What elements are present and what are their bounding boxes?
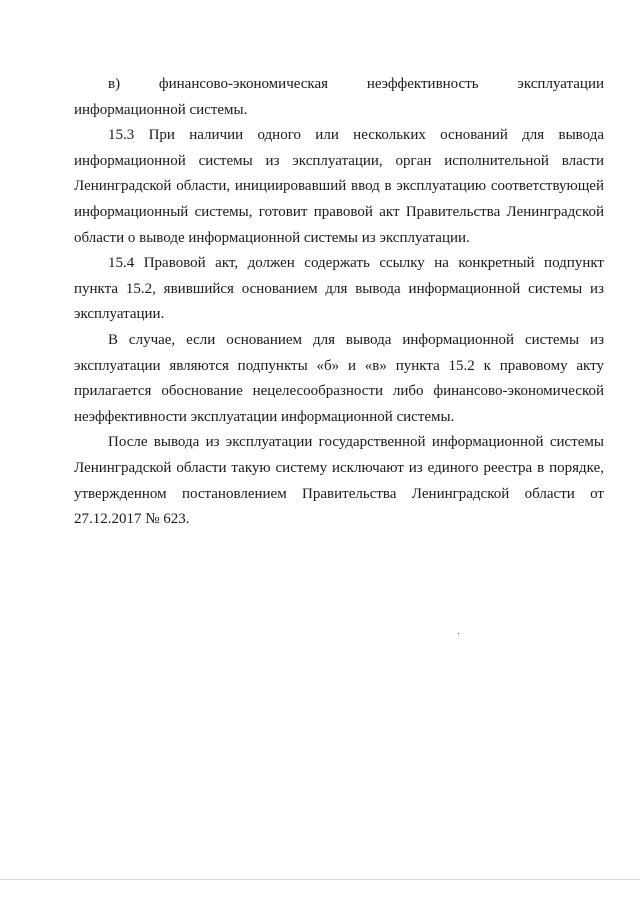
paragraph-15-3: 15.3 При наличии одного или нескольких оснований для вывода информационной системы из эксплуатации, орган исполнительной власти Ленинградской области, инициировавший ввод в эксплуатацию соответствующей информационный системы, готовит правовой акт Правительства Ленинградской области о выводе информационной системы из эксплуатации. xyxy=(74,127,604,246)
paragraph-attachment-case: В случае, если основанием для вывода информационной системы из эксплуатации являются подпункты «б» и «в» пункта 15.2 к правовому акту прилагается обоснование нецелесообразности либо финансово-экономической неэффективности эксплуатации информационной системы. xyxy=(74,331,604,425)
paragraph-15-4: 15.4 Правовой акт, должен содержать ссылку на конкретный подпункт пункта 15.2, явившийся основанием для вывода информационной системы из эксплуатации. xyxy=(74,255,604,323)
document-page xyxy=(74,72,604,533)
page-bottom-divider xyxy=(0,879,640,880)
scan-speck xyxy=(458,633,459,634)
paragraph-item-v: в) финансово-экономическая неэффективность эксплуатации информационной системы. xyxy=(74,76,604,118)
paragraph-registry-exclusion: После вывода из эксплуатации государственной информационной системы Ленинградской области такую систему исключают из единого реестра в порядке, утвержденном постановлением Правительства Ленинградской области от 27.12.2017 № 623. xyxy=(74,434,604,528)
